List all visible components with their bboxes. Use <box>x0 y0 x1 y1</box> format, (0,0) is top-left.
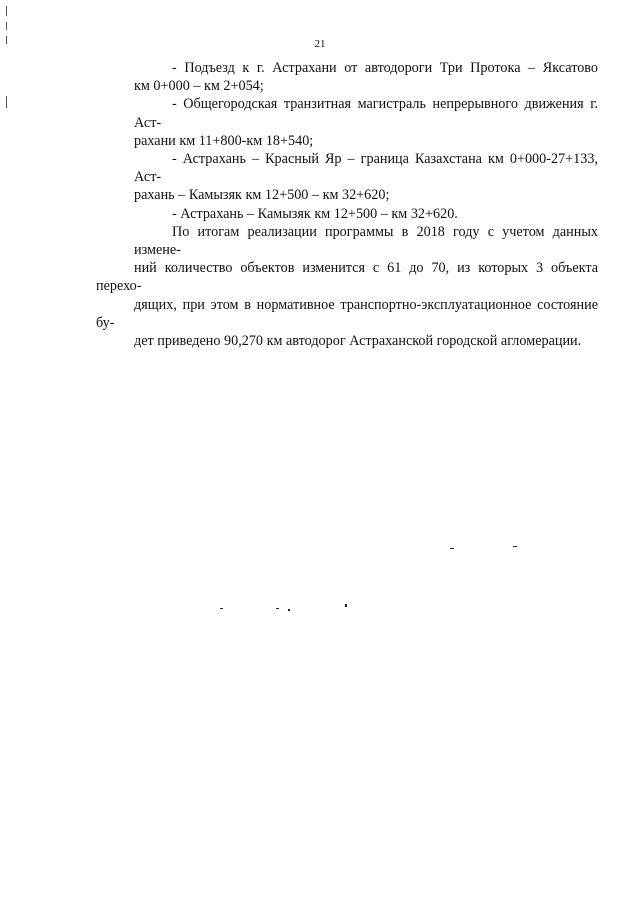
list-item-krasny-yar <box>96 150 598 205</box>
document-body <box>96 59 598 350</box>
text-line: - Общегородская транзитная магистраль непрерывного движения г. Аст- <box>134 96 598 131</box>
text-line: дящих, при этом в нормативное транспортно-эксплуатационное состояние бу- <box>96 296 598 331</box>
scan-edge-mark <box>6 96 7 108</box>
text-line: - Астрахань – Красный Яр – граница Казахстана км 0+000-27+133, Аст- <box>134 151 598 186</box>
scan-speck <box>345 604 347 607</box>
scan-speck <box>220 608 223 609</box>
scan-speck <box>288 609 290 611</box>
list-item-magistral <box>96 95 598 150</box>
scan-edge-mark <box>6 6 7 16</box>
scan-edge-mark <box>6 36 7 44</box>
page-number: 21 <box>314 38 326 50</box>
text-line: рахани км 11+800-км 18+540; <box>134 132 314 149</box>
list-item-kamyzyak <box>96 205 598 223</box>
text-line: рахань – Камызяк км 12+500 – км 32+620; <box>134 187 390 204</box>
text-line: По итогам реализации программы в 2018 году с учетом данных измене- <box>134 223 598 259</box>
text-line: ний количество объектов изменится с 61 до 70, из которых 3 объекта перехо- <box>96 260 598 295</box>
summary-paragraph <box>96 223 598 350</box>
scan-speck <box>450 548 454 549</box>
scan-edge-mark <box>6 22 7 30</box>
text-line: км 0+000 – км 2+054; <box>134 78 264 95</box>
text-line: дет приведено 90,270 км автодорог Астраханской городской агломерации. <box>134 333 582 350</box>
text-line: - Подъезд к г. Астрахани от автодороги Три Протока – Яксатово <box>172 60 598 76</box>
scan-speck <box>513 546 517 547</box>
scan-speck <box>276 608 279 609</box>
text-line: - Астрахань – Камызяк км 12+500 – км 32+620. <box>172 205 458 222</box>
list-item-podyezd <box>96 59 598 95</box>
